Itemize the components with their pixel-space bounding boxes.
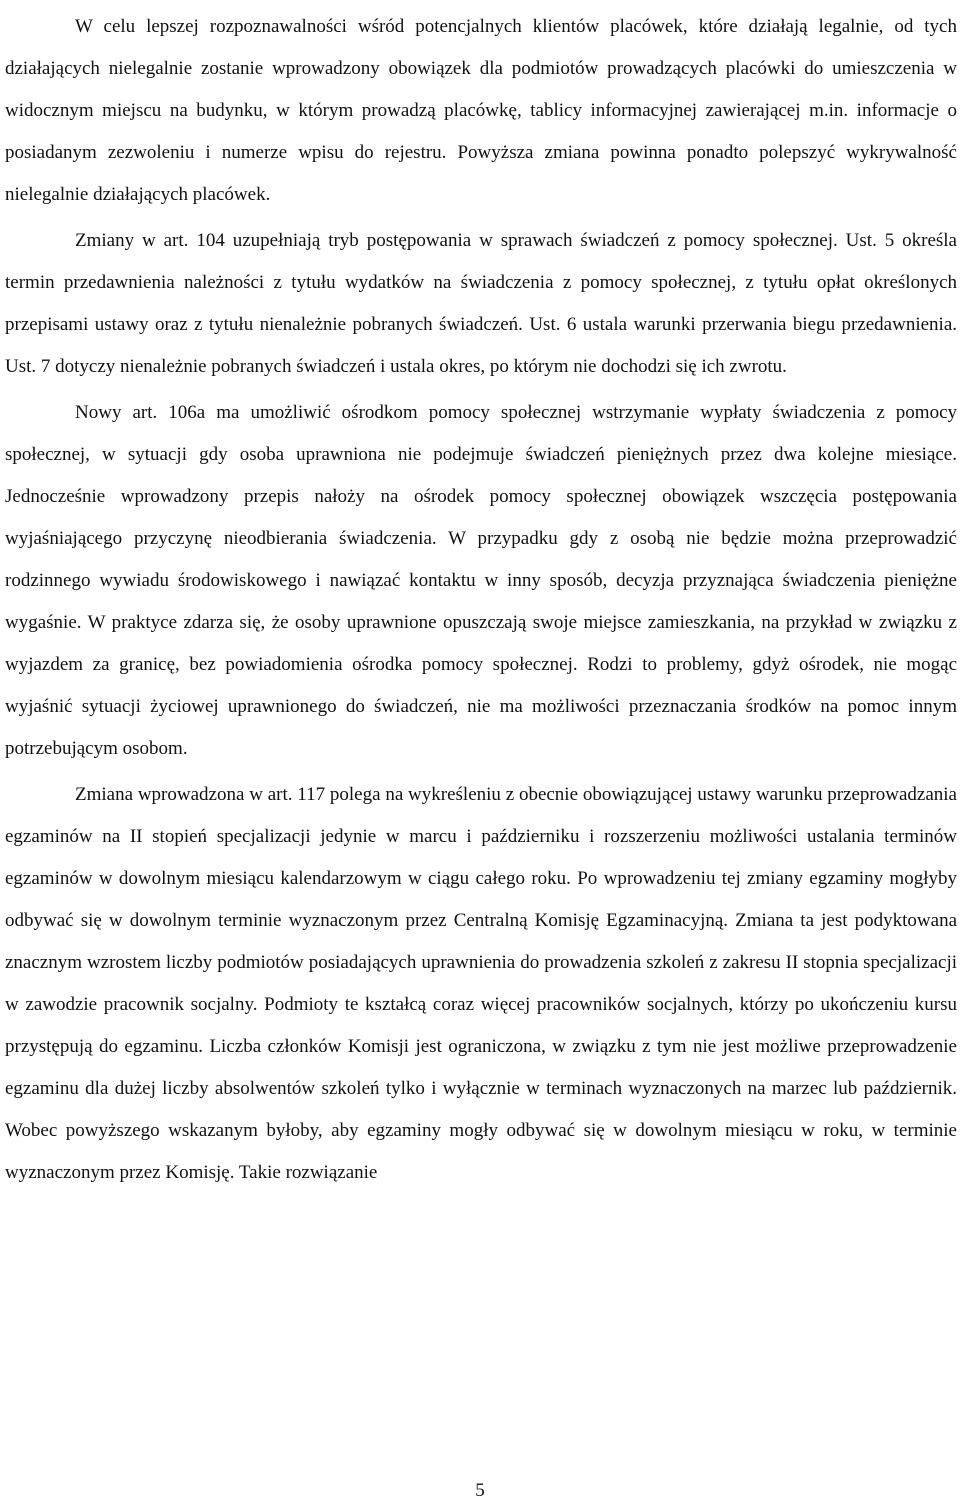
paragraph-art-117: Zmiana wprowadzona w art. 117 polega na wykreśleniu z obecnie obowiązującej ustawy warunku przeprowadzania egzaminów na II stopień specjalizacji jedynie w marcu i październiku i rozszerzeniu możliwości ustalania terminów egzaminów w dowolnym miesiącu kalendarzowym w ciągu całego roku. Po wprowadzeniu tej zmiany egzaminy mogłyby odbywać się w dowolnym terminie wyznaczonym przez Centralną Komisję Egzaminacyjną. Zmiana ta jest podyktowana znacznym wzrostem liczby podmiotów posiadających uprawnienia do prowadzenia szkoleń z zakresu II stopnia specjalizacji w zawodzie pracownik socjalny. Podmioty te kształcą coraz więcej pracowników socjalnych, którzy po ukończeniu kursu przystępują do egzaminu. Liczba członków Komisji jest ograniczona, w związku z tym nie jest możliwe przeprowadzenie egzaminu dla dużej liczby absolwentów szkoleń tylko i wyłącznie w terminach wyznaczonych na marzec lub październik. Wobec powyższego wskazanym byłoby, aby egzaminy mogły odbywać się w dowolnym miesiącu w roku, w terminie wyznaczonym przez Komisję. Takie rozwiązanie <box>5 784 957 1183</box>
paragraph-art-104: Zmiany w art. 104 uzupełniają tryb postępowania w sprawach świadczeń z pomocy społecznej. Ust. 5 określa termin przedawnienia należności z tytułu wydatków na świadczenia z pomocy społecznej, z tytułu opłat określonych przepisami ustawy oraz z tytułu nienależnie pobranych świadczeń. Ust. 6 ustala warunki przerwania biegu przedawnienia. Ust. 7 dotyczy nienależnie pobranych świadczeń i ustala okres, po którym nie dochodzi się ich zwrotu. <box>5 230 957 377</box>
page-number: 5 <box>475 1480 485 1501</box>
document-body <box>5 6 957 1194</box>
paragraph-placowki-tablica: W celu lepszej rozpoznawalności wśród potencjalnych klientów placówek, które działają legalnie, od tych działających nielegalnie zostanie wprowadzony obowiązek dla podmiotów prowadzących placówki do umieszczenia w widocznym miejscu na budynku, w którym prowadzą placówkę, tablicy informacyjnej zawierającej m.in. informacje o posiadanym zezwoleniu i numerze wpisu do rejestru. Powyższa zmiana powinna ponadto polepszyć wykrywalność nielegalnie działających placówek. <box>5 16 957 205</box>
paragraph-art-106a: Nowy art. 106a ma umożliwić ośrodkom pomocy społecznej wstrzymanie wypłaty świadczenia z pomocy społecznej, w sytuacji gdy osoba uprawniona nie podejmuje świadczeń pieniężnych przez dwa kolejne miesiące. Jednocześnie wprowadzony przepis nałoży na ośrodek pomocy społecznej obowiązek wszczęcia postępowania wyjaśniającego przyczynę nieodbierania świadczenia. W przypadku gdy z osobą nie będzie można przeprowadzić rodzinnego wywiadu środowiskowego i nawiązać kontaktu w inny sposób, decyzja przyznająca świadczenia pieniężne wygaśnie. W praktyce zdarza się, że osoby uprawnione opuszczają swoje miejsce zamieszkania, na przykład w związku z wyjazdem za granicę, bez powiadomienia ośrodka pomocy społecznej. Rodzi to problemy, gdyż ośrodek, nie mogąc wyjaśnić sytuacji życiowej uprawnionego do świadczeń, nie ma możliwości przeznaczania środków na pomoc innym potrzebującym osobom. <box>5 402 957 759</box>
